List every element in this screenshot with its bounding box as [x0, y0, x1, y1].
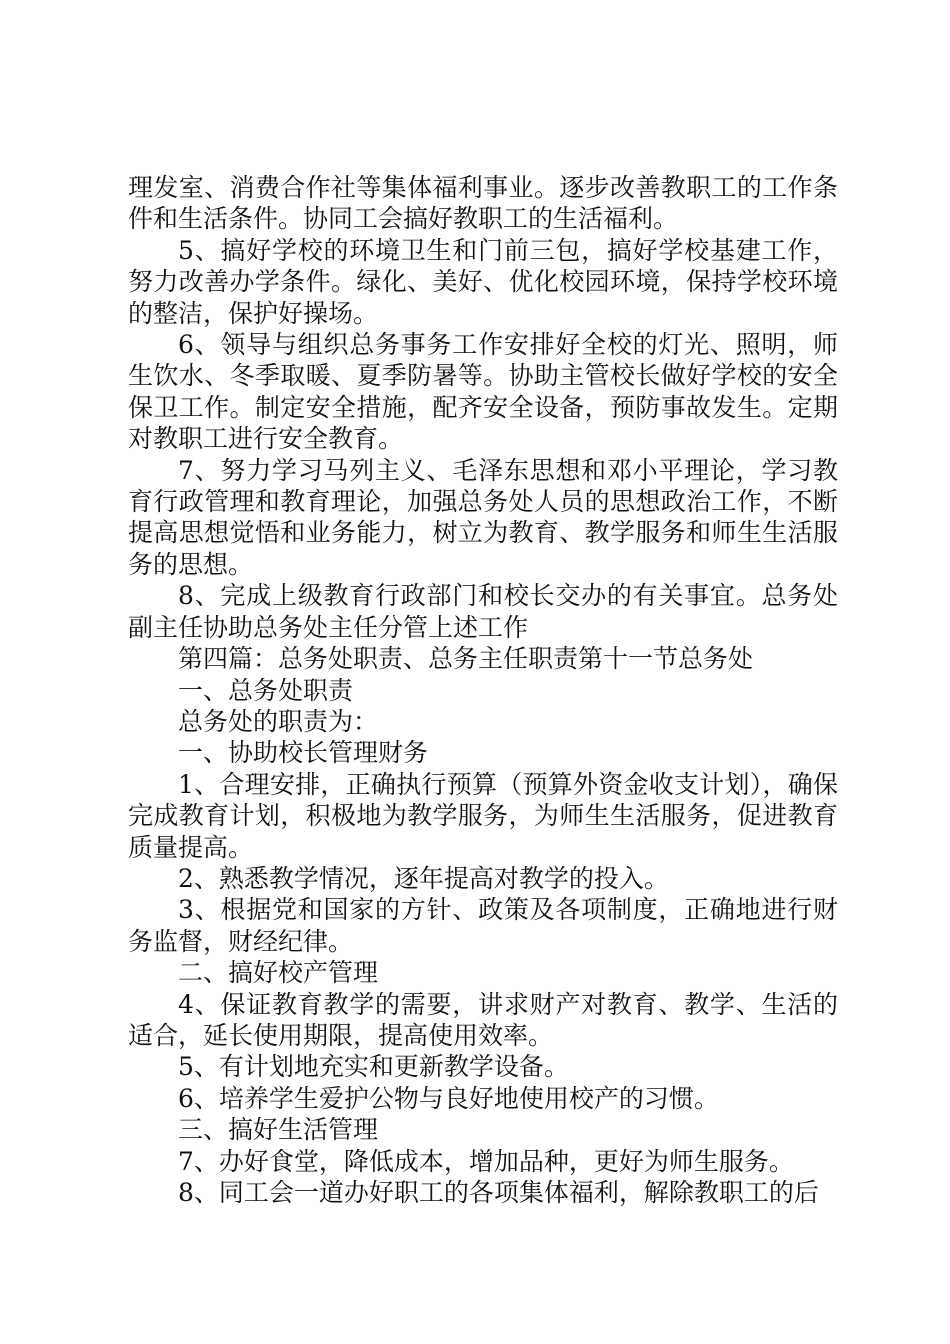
- paragraph: 5、搞好学校的环境卫生和门前三包，搞好学校基建工作，努力改善办学条件。绿化、美好、优化校园环境，保持学校环境的整洁，保护好操场。: [128, 235, 838, 328]
- paragraph: 6、领导与组织总务事务工作安排好全校的灯光、照明，师生饮水、冬季取暖、夏季防暑等。协助主管校长做好学校的安全保卫工作。制定安全措施，配齐安全设备，预防事故发生。定期对教职工进行安全教育。: [128, 330, 838, 454]
- paragraph: 3、根据党和国家的方针、政策及各项制度，正确地进行财务监督，财经纪律。: [128, 895, 838, 956]
- section-heading: 第四篇：总务处职责、总务主任职责第十一节总务处: [178, 644, 754, 674]
- section-heading: 一、总务处职责: [178, 675, 354, 705]
- section-heading: 三、搞好生活管理: [178, 1115, 379, 1145]
- paragraph: 4、保证教育教学的需要，讲求财产对教育、教学、生活的适合，延长使用期限，提高使用效率。: [128, 989, 838, 1050]
- paragraph: 7、努力学习马列主义、毛泽东思想和邓小平理论，学习教育行政管理和教育理论，加强总务处人员的思想政治工作，不断提高思想觉悟和业务能力，树立为教育、教学服务和师生生活服务的思想。: [128, 455, 838, 579]
- paragraph: 理发室、消费合作社等集体福利事业。逐步改善教职工的工作条件和生活条件。协同工会搞好教职工的生活福利。: [128, 173, 838, 234]
- section-heading: 一、协助校长管理财务: [178, 738, 429, 768]
- paragraph: 1、合理安排，正确执行预算（预算外资金收支计划），确保完成教育计划，积极地为教学服务，为师生生活服务，促进教育质量提高。: [128, 769, 838, 862]
- paragraph: 总务处的职责为：: [178, 706, 379, 736]
- paragraph: 8、完成上级教育行政部门和校长交办的有关事宜。总务处副主任协助总务处主任分管上述工作: [128, 581, 838, 642]
- paragraph: 2、熟悉教学情况，逐年提高对教学的投入。: [178, 863, 669, 893]
- paragraph: 6、培养学生爱护公物与良好地使用校产的习惯。: [178, 1083, 719, 1113]
- document-body: [128, 172, 838, 1208]
- section-heading: 二、搞好校产管理: [178, 958, 379, 988]
- paragraph: 5、有计划地充实和更新教学设备。: [178, 1052, 569, 1082]
- paragraph: 8、同工会一道办好职工的各项集体福利，解除教职工的后: [178, 1178, 819, 1207]
- paragraph: 7、办好食堂，降低成本，增加品种，更好为师生服务。: [178, 1146, 794, 1176]
